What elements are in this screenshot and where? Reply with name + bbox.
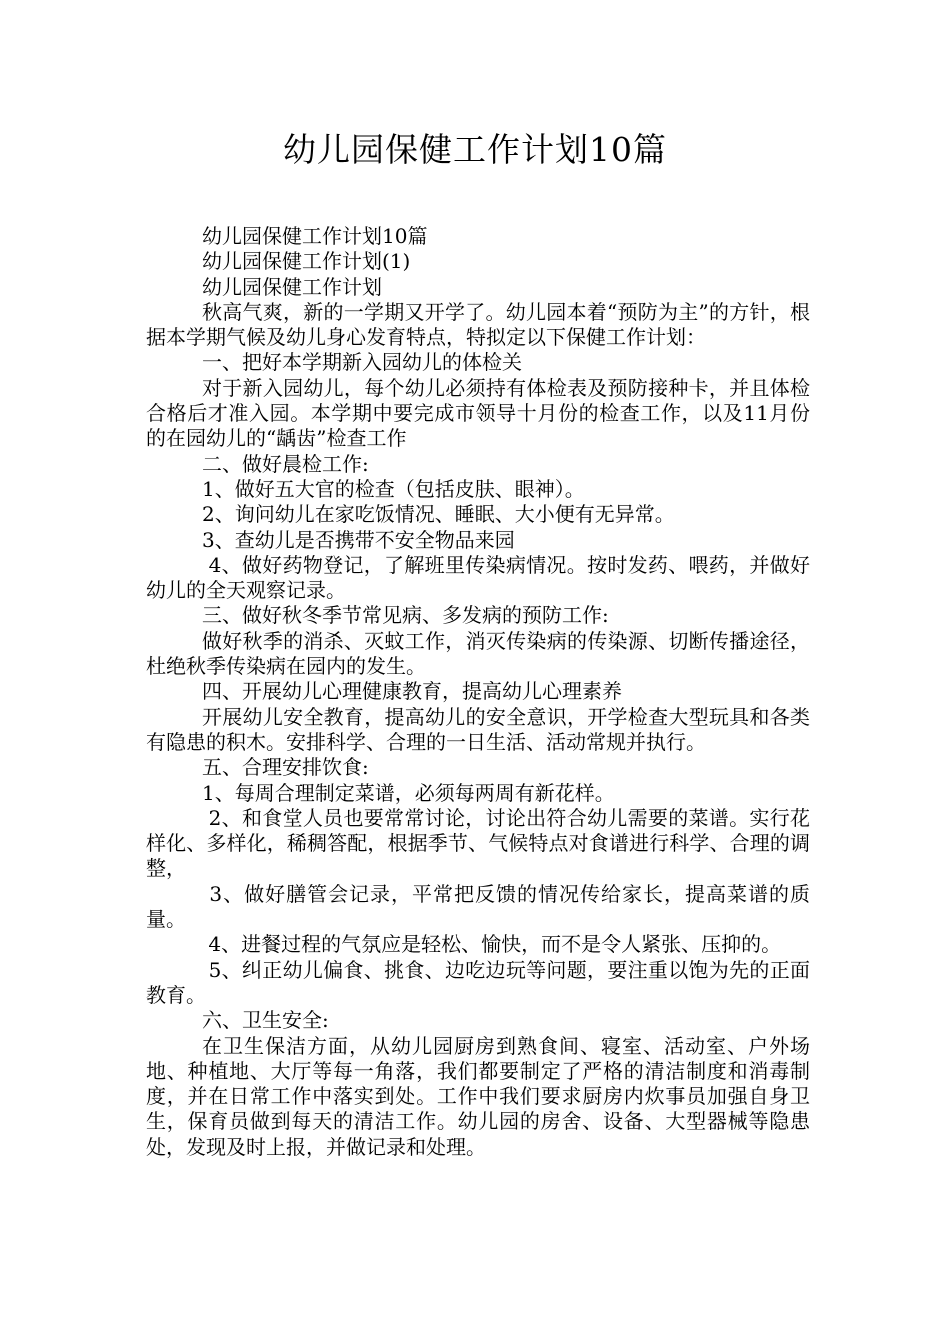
section-heading: 六、卫生安全: — [202, 1008, 329, 1033]
paragraph: 幼儿园保健工作计划 — [202, 274, 382, 299]
list-item: 2、询问幼儿在家吃饭情况、睡眠、大小便有无异常。 — [202, 502, 675, 527]
paragraph: 对于新入园幼儿，每个幼儿必须持有体检表及预防接种卡，并且体检合格后才准入园。本学期中要完成市领导十月份的检查工作，以及11月份的在园幼儿的“龋齿”检查工作 — [146, 375, 810, 451]
section-heading: 五、合理安排饮食: — [202, 755, 369, 780]
list-item: 4、做好药物登记，了解班里传染病情况。按时发药、喂药，并做好幼儿的全天观察记录。 — [146, 552, 810, 603]
section-heading: 二、做好晨检工作: — [202, 451, 369, 476]
paragraph: 秋高气爽，新的一学期又开学了。幼儿园本着“预防为主”的方针，根据本学期气候及幼儿身心发育特点，特拟定以下保健工作计划： — [146, 299, 810, 350]
list-item: 2、和食堂人员也要常常讨论，讨论出符合幼儿需要的菜谱。实行花样化、多样化，稀稠答配，根据季节、气候特点对食谱进行科学、合理的调整， — [146, 805, 810, 881]
section-heading: 一、把好本学期新入园幼儿的体检关 — [202, 350, 522, 375]
document-title: 幼儿园保健工作计划10篇 — [283, 130, 667, 169]
list-item: 5、纠正幼儿偏食、挑食、边吃边玩等问题，要注重以饱为先的正面教育。 — [146, 957, 810, 1007]
paragraph: 在卫生保洁方面，从幼儿园厨房到熟食间、寝室、活动室、户外场地、种植地、大厅等每一角落，我们都要制定了严格的清洁制度和消毒制度，并在日常工作中落实到处。工作中我们要求厨房内炊事员加强自身卫生，保育员做到每天的清洁工作。幼儿园的房舍、设备、大型器械等隐患处，发现及时上报，并做记录和处理。 — [146, 1033, 810, 1159]
section-heading: 四、开展幼儿心理健康教育，提高幼儿心理素养 — [202, 679, 622, 704]
section-heading: 三、做好秋冬季节常见病、多发病的预防工作: — [202, 603, 609, 628]
list-item: 1、每周合理制定菜谱，必须每两周有新花样。 — [202, 780, 615, 805]
paragraph: 做好秋季的消杀、灭蚊工作，消灭传染病的传染源、切断传播途径，杜绝秋季传染病在园内的发生。 — [146, 628, 810, 679]
paragraph: 幼儿园保健工作计划(1) — [202, 249, 411, 274]
list-item: 3、做好膳管会记录，平常把反馈的情况传给家长，提高菜谱的质量。 — [146, 881, 810, 932]
paragraph: 幼儿园保健工作计划10篇 — [202, 224, 428, 248]
list-item: 4、进餐过程的气氛应是轻松、愉快，而不是令人紧张、压抑的。 — [202, 932, 782, 957]
paragraph: 开展幼儿安全教育，提高幼儿的安全意识，开学检查大型玩具和各类有隐患的积木。安排科学、合理的一日生活、活动常规并执行。 — [146, 704, 810, 754]
list-item: 3、查幼儿是否携带不安全物品来园 — [202, 527, 515, 552]
list-item: 1、做好五大官的检查（包括皮肤、眼神）。 — [202, 476, 585, 501]
document-body — [146, 224, 810, 1160]
